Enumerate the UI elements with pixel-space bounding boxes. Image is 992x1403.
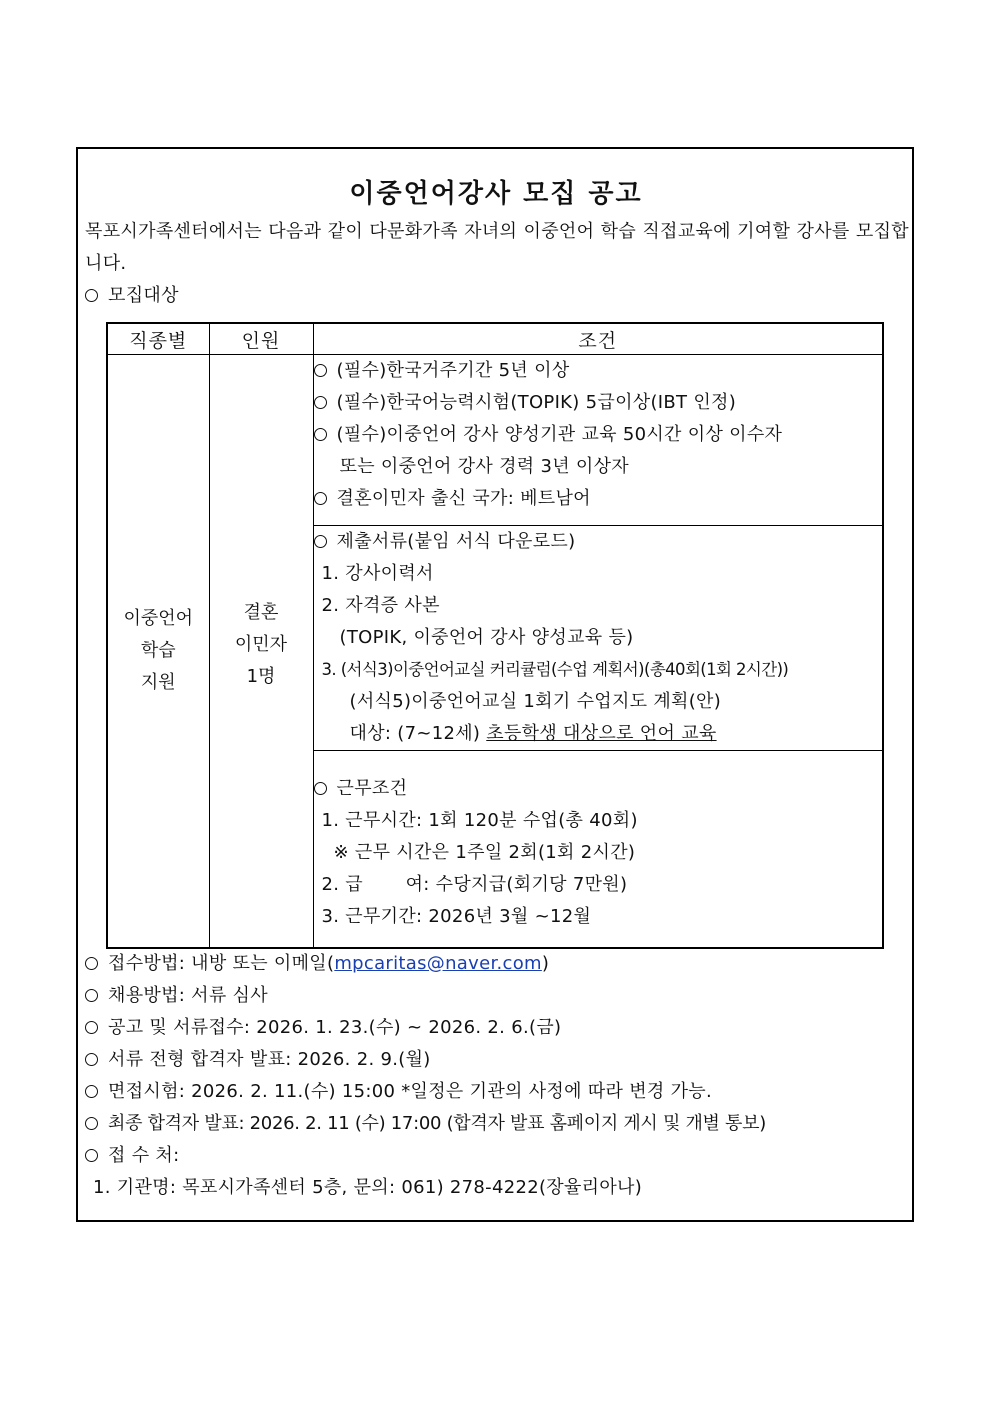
table-row [107,355,883,526]
apply-method: 접수방법: 내방 또는 이메일(mpcaritas@naver.com) [85,948,549,980]
list-item: (필수)한국어능력시험(TOPIK) 5급이상(IBT 인정) [314,387,883,419]
list-item: (TOPIK, 이중언어 강사 양성교육 등) [339,627,634,648]
circle-bullet-icon [85,1085,98,1098]
notice-period: 공고 및 서류접수: 2026. 1. 23.(수) ~ 2026. 2. 6.(금) [85,1012,561,1044]
list-item: 1. 강사이력서 [321,563,434,584]
hire-method: 채용방법: 서류 심사 [85,980,268,1012]
list-item: (필수)이중언어 강사 양성기관 교육 50시간 이상 이수자 [314,419,883,451]
header-job-type: 직종별 [107,323,209,355]
circle-bullet-icon [85,957,98,970]
list-item: 제출서류(붙임 서식 다운로드) [314,526,883,558]
document-result: 서류 전형 합격자 발표: 2026. 2. 9.(월) [85,1044,431,1076]
circle-bullet-icon [85,1149,98,1162]
email-link[interactable]: mpcaritas@naver.com [334,953,542,974]
circle-bullet-icon [85,1053,98,1066]
circle-bullet-icon [314,782,327,795]
contact-label: 접 수 처: [85,1140,179,1172]
list-item: 결혼이민자 출신 국가: 베트남어 [314,483,883,515]
list-item: (필수)한국거주기간 5년 이상 [314,355,883,387]
circle-bullet-icon [85,289,98,302]
list-item: 근무조건 [314,773,883,805]
circle-bullet-icon [85,1021,98,1034]
list-item: 2. 급 여: 수당지급(회기당 7만원) [321,874,628,895]
circle-bullet-icon [314,364,327,377]
requirements-cell [313,355,883,526]
job-type-cell: 이중언어 학습 지원 [107,355,209,949]
section-target: 모집대상 [85,280,179,312]
list-item: 1. 근무시간: 1회 120분 수업(총 40회) [321,810,638,831]
list-item: ※ 근무 시간은 1주일 2회(1회 2시간) [333,842,636,863]
circle-bullet-icon [314,492,327,505]
documents-cell [313,526,883,751]
recruit-table [106,322,884,949]
circle-bullet-icon [314,535,327,548]
intro-text: 목포시가족센터에서는 다음과 같이 다문화가족 자녀의 이중언어 학습 직접교육에 기여할 강사를 모집합니다. [85,221,909,274]
final-result: 최종 합격자 발표: 2026. 2. 11 (수) 17:00 (합격자 발표 홈페이지 게시 및 개별 통보) [85,1108,766,1140]
headcount-cell: 결혼 이민자 1명 [209,355,313,949]
work-conditions-cell [313,751,883,949]
list-item: 3. 근무기간: 2026년 3월 ~12월 [321,906,592,927]
list-item: 대상: (7~12세) 초등학생 대상으로 언어 교육 [349,723,717,744]
contact-info: 1. 기관명: 목포시가족센터 5층, 문의: 061) 278-4222(장율리아나) [93,1177,643,1198]
circle-bullet-icon [314,428,327,441]
list-item: (서식5)이중언어교실 1회기 수업지도 계획(안) [349,691,722,712]
circle-bullet-icon [314,396,327,409]
list-item: 2. 자격증 사본 [321,595,440,616]
list-item: 3. (서식3)이중언어교실 커리큘럼(수업 계획서)(총40회(1회 2시간)) [321,660,789,679]
header-headcount: 인원 [209,323,313,355]
interview-schedule: 면접시험: 2026. 2. 11.(수) 15:00 *일정은 기관의 사정에 따라 변경 가능. [85,1076,712,1108]
header-conditions: 조건 [313,323,883,355]
table-header-row [107,323,883,355]
list-item: 또는 이중언어 강사 경력 3년 이상자 [339,456,629,477]
page-title: 이중언어강사 모집 공고 [349,179,643,209]
circle-bullet-icon [85,1117,98,1130]
circle-bullet-icon [85,989,98,1002]
